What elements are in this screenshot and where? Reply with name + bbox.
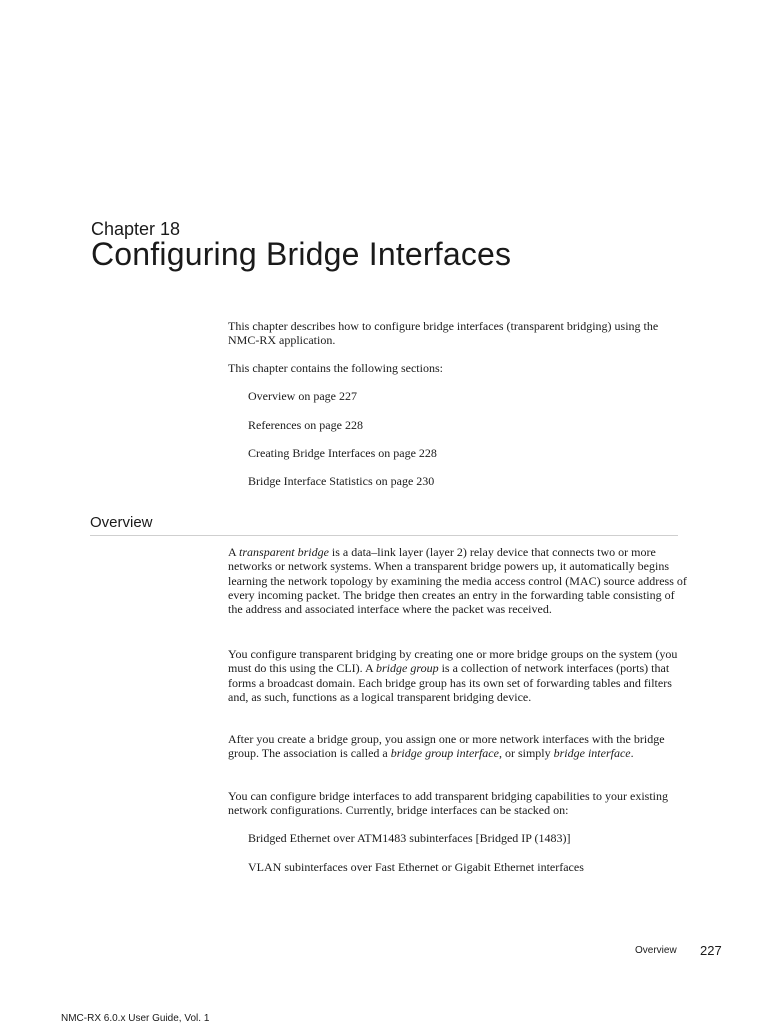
stack-option-bridged-ethernet: Bridged Ethernet over ATM1483 subinterfaces [Bridged IP (1483)] — [248, 831, 571, 845]
footer-section-name: Overview — [635, 945, 677, 956]
chapter-label: Chapter 18 — [91, 219, 181, 239]
term-transparent-bridge: transparent bridge — [239, 545, 329, 559]
text-run: A — [228, 545, 240, 559]
intro-paragraph: This chapter describes how to configure bridge interfaces (transparent bridging) using the NMC-RX application. — [228, 319, 659, 348]
term-bridge-group: bridge group — [376, 661, 439, 676]
term-bridge-interface: bridge interface — [553, 746, 631, 761]
toc-item-bridge-interface-statistics[interactable]: Bridge Interface Statistics on page 230 — [248, 474, 435, 488]
overview-paragraph-1 — [228, 545, 688, 616]
overview-paragraph-4: You can configure bridge interfaces to add transparent bridging capabilities to your existing network configurations. Currently, bridge interfaces can be stacked on: — [228, 789, 668, 818]
overview-paragraph-2 — [228, 647, 688, 704]
text-run: is a collection of network interfaces (ports) that forms a broadcast domain. Each bridge group has its own set of forwarding tables and filters and, as such, functions as a logical transparent bridging device. — [228, 661, 672, 704]
intro-sections-lead: This chapter contains the following sections: — [228, 361, 443, 375]
text-run: You configure transparent bridging by creating one or more bridge groups on the system (you must do this using the CLI). A — [228, 647, 678, 676]
text-run: After you create a bridge group, you assign one or more network interfaces with the bridge group. The association is called a — [228, 732, 665, 761]
footer-guide-title: NMC-RX 6.0.x User Guide, Vol. 1 — [61, 1013, 210, 1024]
text-run: . — [630, 746, 634, 761]
footer-page-number: 227 — [700, 943, 722, 958]
chapter-title: Configuring Bridge Interfaces — [91, 236, 512, 272]
stack-option-vlan: VLAN subinterfaces over Fast Ethernet or Gigabit Ethernet interfaces — [248, 860, 584, 874]
toc-item-creating-bridge-interfaces[interactable]: Creating Bridge Interfaces on page 228 — [248, 446, 437, 460]
term-bridge-group-interface: bridge group interface — [390, 746, 499, 761]
text-run: , or simply — [498, 746, 554, 761]
toc-item-overview[interactable]: Overview on page 227 — [248, 389, 357, 403]
section-divider — [90, 535, 678, 536]
section-heading-overview: Overview — [90, 514, 153, 531]
overview-paragraph-3 — [228, 732, 688, 761]
toc-item-references[interactable]: References on page 228 — [248, 418, 363, 432]
text-run: is a data–link layer (layer 2) relay device that connects two or more networks or network systems. When a transparent bridge powers up, it automatically begins learning the network topology by examining the media access control (MAC) source address of every incoming packet. The bridge then creates an entry in the forwarding table consisting of the address and associated interface where the packet was received. — [228, 545, 687, 617]
